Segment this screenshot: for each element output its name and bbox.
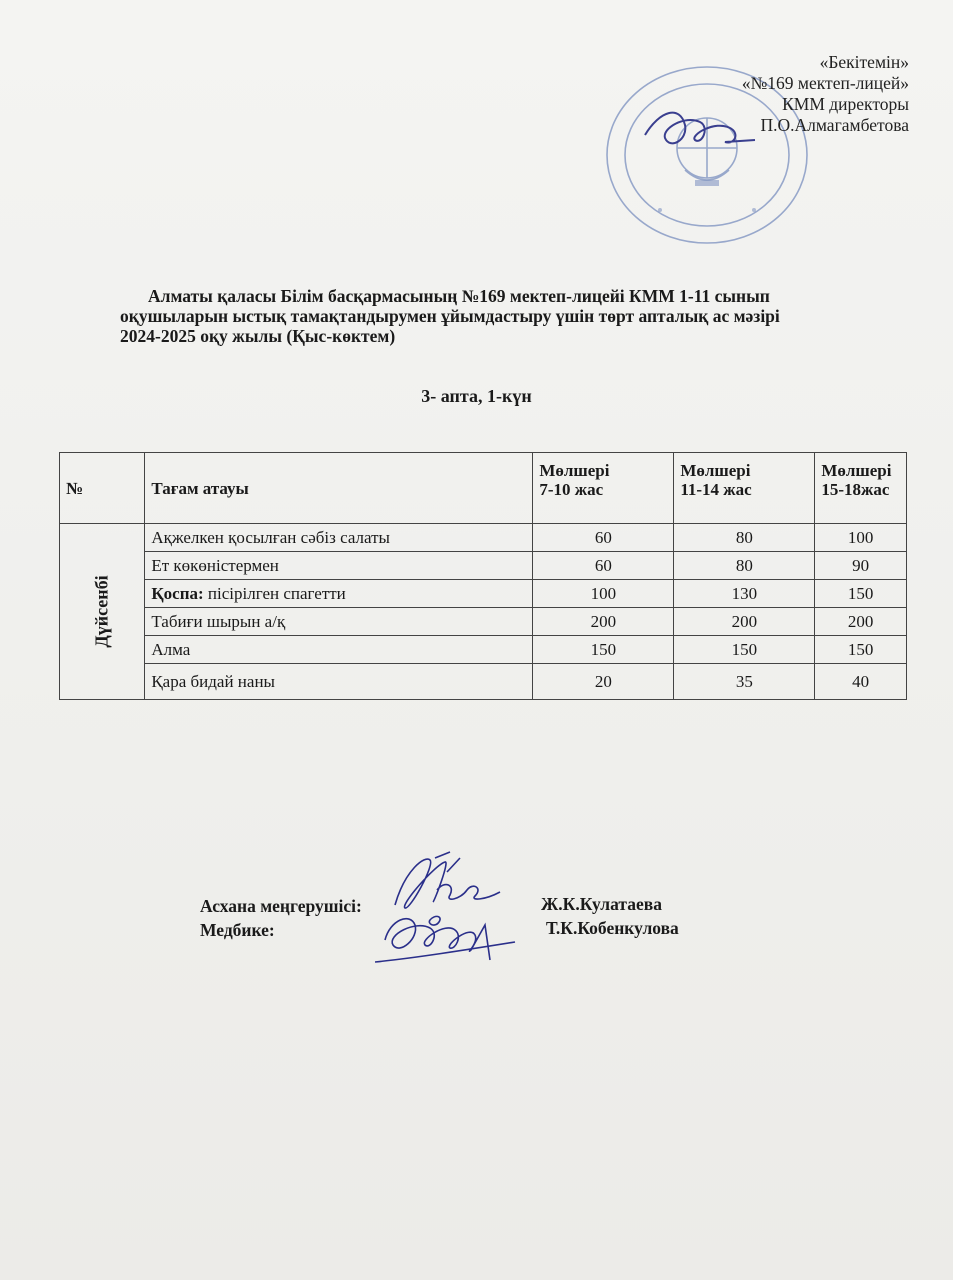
header-portion-title: Мөлшері: [539, 461, 610, 480]
portion-7-10: 60: [533, 552, 674, 580]
dish-name: [145, 580, 533, 608]
portion-7-10: 100: [533, 580, 674, 608]
dish-prefix: Қоспа:: [151, 583, 204, 603]
approval-line-2: «№169 мектеп-лицей»: [741, 73, 909, 93]
header-portion-age: 11-14 жас: [680, 480, 752, 499]
table-row: [60, 608, 907, 636]
table-row: [60, 552, 907, 580]
title-line-3: 2024-2025 оқу жылы (Қыс-көктем): [120, 326, 396, 346]
approval-line-1: «Бекітемін»: [819, 52, 909, 72]
approval-line-4: П.О.Алмагамбетова: [760, 115, 909, 135]
title-line-1: Алматы қаласы Білім басқармасының №169 мектеп-лицейі КММ 1-11 сынып: [148, 286, 770, 306]
header-portion-title: Мөлшері: [821, 461, 892, 480]
portion-15-18: 40: [815, 664, 907, 700]
approval-line-3: КММ директоры: [782, 94, 909, 114]
portion-15-18: 200: [815, 608, 907, 636]
table-header-row: [60, 453, 907, 524]
role-kitchen-manager: Асхана меңгерушісі:: [200, 896, 362, 916]
header-portion-title: Мөлшері: [680, 461, 751, 480]
portion-15-18: 100: [815, 524, 907, 552]
dish-name-text: пісірілген спагетти: [203, 583, 346, 603]
staff-signatures: [375, 850, 520, 970]
header-dish-name: Тағам атауы: [145, 453, 533, 524]
dish-name: Табиғи шырын а/қ: [145, 608, 533, 636]
portion-15-18: 150: [815, 580, 907, 608]
role-nurse: Медбике:: [200, 920, 275, 940]
header-portion-7-10: [533, 453, 674, 524]
week-day-subtitle: 3- апта, 1-күн: [421, 386, 532, 406]
portion-7-10: 60: [533, 524, 674, 552]
portion-11-14: 80: [674, 524, 815, 552]
table-row: [60, 664, 907, 700]
dish-name: Қара бидай наны: [145, 664, 533, 700]
menu-table: [59, 452, 907, 700]
name-nurse: Т.К.Кобенкулова: [546, 918, 679, 938]
portion-11-14: 130: [674, 580, 815, 608]
header-portion-age: 7-10 жас: [539, 480, 604, 499]
header-portion-11-14: [674, 453, 815, 524]
table-row: [60, 580, 907, 608]
header-number: №: [60, 453, 145, 524]
dish-name: Алма: [145, 636, 533, 664]
title-line-2: оқушыларын ыстық тамақтандырумен ұйымдастыру үшін төрт апталық ас мәзірі: [120, 306, 780, 326]
table-row: [60, 636, 907, 664]
approval-block: [742, 52, 909, 136]
dish-name: Ақжелкен қосылған сәбіз салаты: [145, 524, 533, 552]
dish-name: Ет көкөністермен: [145, 552, 533, 580]
day-cell: [60, 524, 145, 700]
portion-7-10: 20: [533, 664, 674, 700]
document-title: [120, 286, 920, 346]
portion-11-14: 35: [674, 664, 815, 700]
portion-11-14: 200: [674, 608, 815, 636]
portion-7-10: 150: [533, 636, 674, 664]
portion-7-10: 200: [533, 608, 674, 636]
signature-roles: [200, 894, 362, 942]
portion-11-14: 150: [674, 636, 815, 664]
name-kitchen-manager: Ж.К.Кулатаева: [541, 894, 662, 914]
header-portion-15-18: [815, 453, 907, 524]
portion-15-18: 90: [815, 552, 907, 580]
portion-15-18: 150: [815, 636, 907, 664]
day-label: Дүйсенбі: [91, 575, 112, 648]
table-row: [60, 524, 907, 552]
header-portion-age: 15-18жас: [821, 480, 890, 499]
portion-11-14: 80: [674, 552, 815, 580]
